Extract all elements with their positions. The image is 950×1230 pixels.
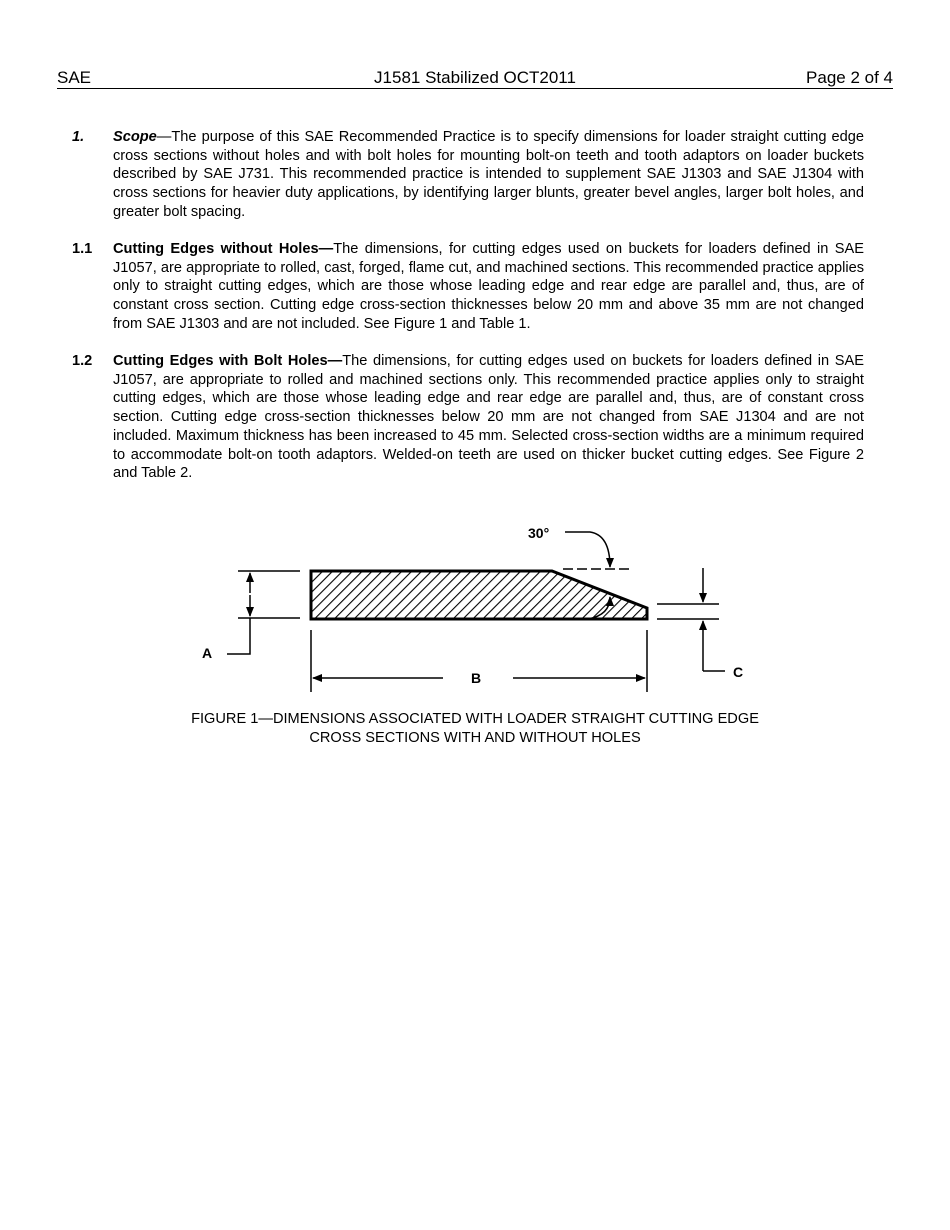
section-body	[113, 128, 864, 222]
section-number: 1.	[72, 129, 85, 145]
dim-a-label: A	[202, 645, 213, 661]
angle-leader-arrow	[565, 532, 610, 567]
caption-line-1: FIGURE 1—DIMENSIONS ASSOCIATED WITH LOADER STRAIGHT CUTTING EDGE	[191, 711, 759, 727]
cutting-edge-section	[311, 571, 647, 619]
figure-caption	[100, 710, 850, 748]
section-cutting-edges-without-holes	[72, 240, 864, 334]
cutting-edge-diagram	[190, 515, 760, 700]
section-heading: Cutting Edges without Holes—	[113, 241, 334, 257]
section-scope	[72, 128, 864, 222]
section-number: 1.1	[72, 241, 93, 257]
header-org: SAE	[57, 68, 92, 87]
dim-a-leader	[227, 618, 250, 654]
angle-label: 30°	[528, 525, 550, 541]
section-body	[113, 352, 864, 483]
dim-b-label: B	[471, 670, 482, 686]
section-number: 1.2	[72, 353, 93, 369]
section-heading: Cutting Edges with Bolt Holes—	[113, 353, 343, 369]
section-text: The dimensions, for cutting edges used on buckets for loaders defined in SAE J1057, are appropriate to rolled and machined sections only. This recommended practice applies only to straight cutting edges, which are those whose leading edge and rear edge are parallel and, thus, are of constant cross section. Cutting edge cross-section thicknesses below 20 mm are not changed from SAE J1304 and are not included. Maximum thickness has been increased to 45 mm. Selected cross-section widths are a minimum required to accommodate bolt-on tooth adaptors. Welded-on teeth are used on thicker bucket cutting edges. See Figure 2 and Table 2.	[113, 353, 864, 482]
dim-c-label: C	[733, 664, 744, 680]
caption-line-2: CROSS SECTIONS WITH AND WITHOUT HOLES	[309, 730, 641, 746]
section-cutting-edges-with-bolt-holes	[72, 352, 864, 483]
section-heading: Scope	[113, 129, 157, 145]
header-page-number: Page 2 of 4	[806, 68, 893, 87]
section-text: —The purpose of this SAE Recommended Practice is to specify dimensions for loader straight cutting edge cross sections without holes and with bolt holes for mounting bolt-on teeth and tooth adaptors on loader buckets described by SAE J731. This recommended practice is intended to supplement SAE J1303 and SAE J1304 with cross sections for heavier duty applications, by identifying larger blunts, greater bevel angles, larger bolt holes, and greater bolt spacing.	[113, 129, 864, 220]
figure-1-cross-section-diagram	[190, 515, 760, 700]
section-body	[113, 240, 864, 334]
section-text: The dimensions, for cutting edges used on buckets for loaders defined in SAE J1057, are appropriate to rolled, cast, forged, flame cut, and machined sections. This recommended practice applies only to straight cutting edges, which are those whose leading edge and rear edge are parallel and, thus, are of constant cross section. Cutting edge cross-section thicknesses below 20 mm and above 35 mm are not changed from SAE J1303 and are not included. See Figure 1 and Table 1.	[113, 241, 864, 332]
header-doc-id: J1581 Stabilized OCT2011	[374, 68, 576, 87]
page-header	[57, 68, 893, 89]
